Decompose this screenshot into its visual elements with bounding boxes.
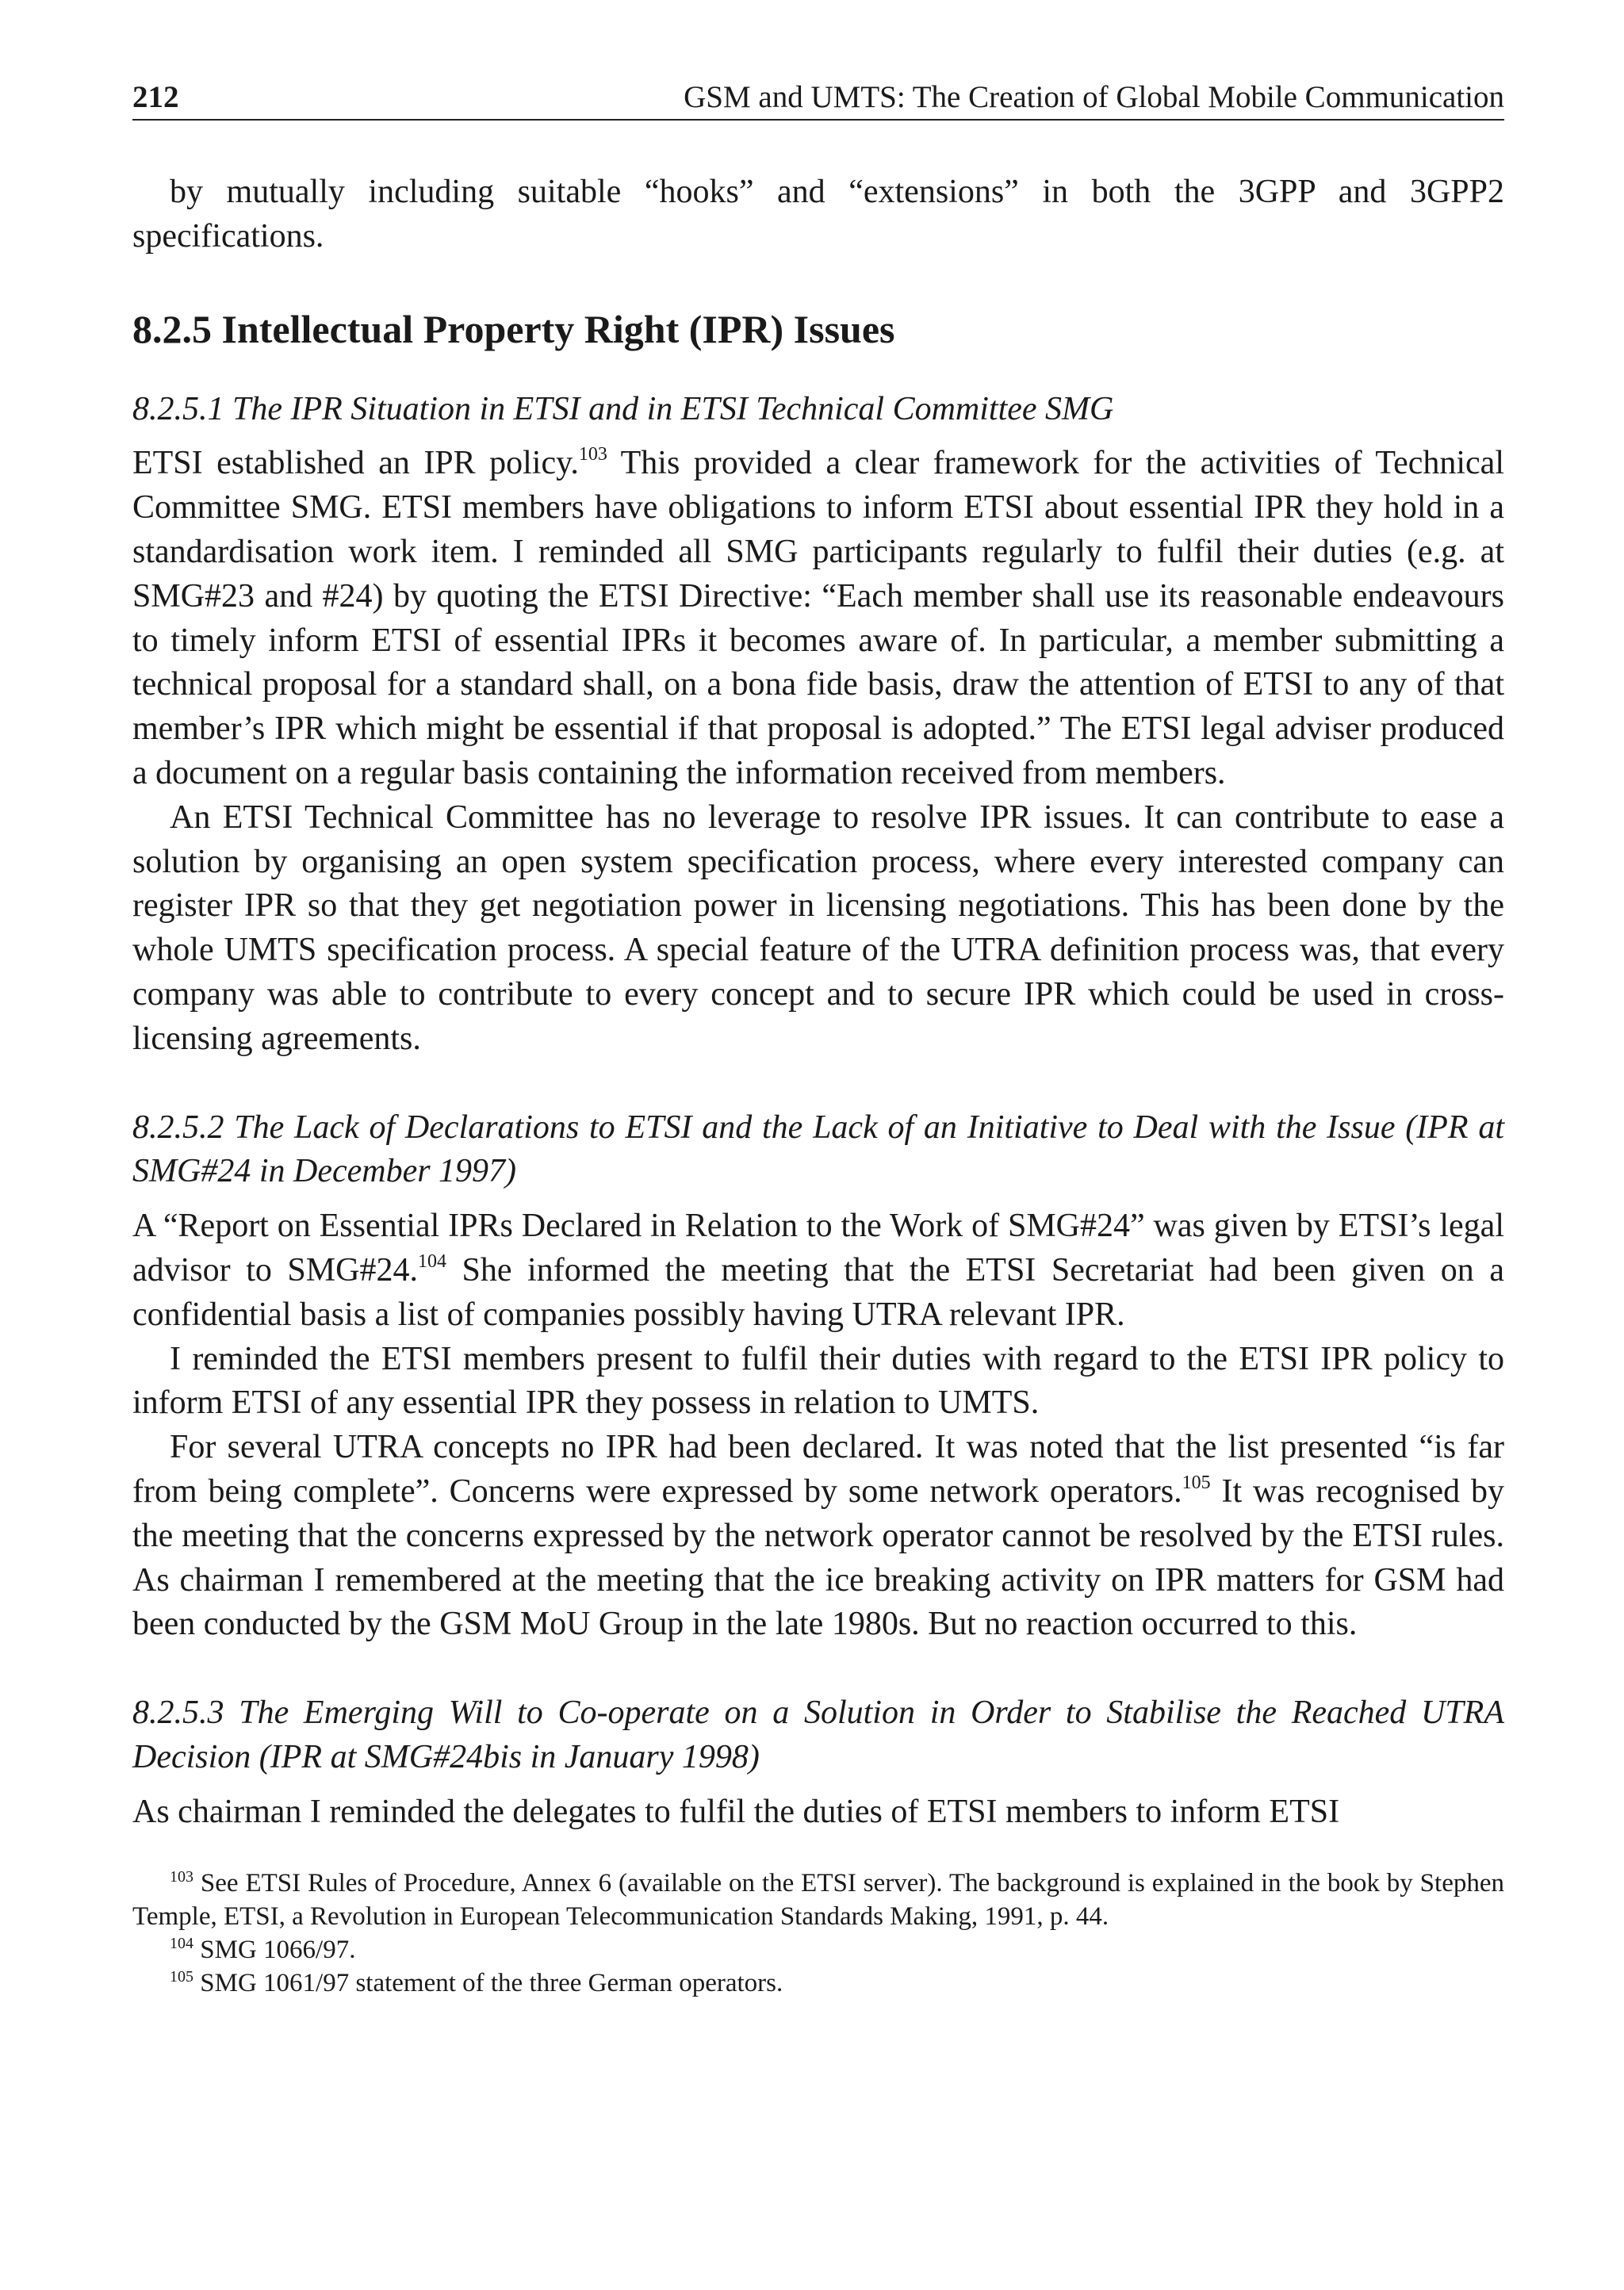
section-heading: 8.2.5 Intellectual Property Right (IPR) Issues bbox=[132, 306, 895, 351]
footnotes bbox=[132, 1867, 1504, 2000]
footnote: $^{104}$ SMG 1066/97. bbox=[170, 1934, 356, 1964]
subsection-heading-1: 8.2.5.1 The IPR Situation in ETSI and in ETSI Technical Committee SMG bbox=[132, 390, 1114, 427]
running-title: GSM and UMTS: The Creation of Global Mobile Communication bbox=[684, 80, 1504, 114]
footnote: $^{105}$ SMG 1061/97 statement of the three German operators. bbox=[170, 1967, 783, 1997]
paragraph: A “Report on Essential IPRs Declared in Relation to the Work of SMG#24” was given by ETSI’s legal advisor to SMG#24.$^{104}$ She informed the meeting that the ETSI Secretariat had been given on a confidential basis a list of companies possibly having UTRA relevant IPR. bbox=[132, 1208, 1504, 1333]
subsection-heading-2: 8.2.5.2 The Lack of Declarations to ETSI and the Lack of an Initiative to Deal with the Issue (IPR at SMG#24 in December 1997) bbox=[132, 1109, 1504, 1190]
footnote: $^{103}$ See ETSI Rules of Procedure, Annex 6 (available on the ETSI server). The background is explained in the book by Stephen Temple, ETSI, a Revolution in European Telecommunication Standards Making, 1991, p. 44. bbox=[132, 1867, 1504, 1931]
paragraph: I reminded the ETSI members present to fulfil their duties with regard to the ETSI IPR policy to inform ETSI of any essential IPR they possess in relation to UMTS. bbox=[132, 1340, 1504, 1422]
footnote-ref: 105 bbox=[1182, 1472, 1211, 1493]
footnote-ref: 104 bbox=[417, 1250, 446, 1272]
running-header bbox=[132, 78, 1504, 121]
paragraph: ETSI established an IPR policy.$^{103}$ This provided a clear framework for the activities of Technical Committee SMG. ETSI members have obligations to inform ETSI about essential IPR they hold in a standardisation work item. I reminded all SMG participants regularly to fulfil their duties (e.g. at SMG#23 and #24) by quoting the ETSI Directive: “Each member shall use its reasonable endeavours to timely inform ETSI of essential IPRs it becomes aware of. In particular, a member submitting a technical proposal for a standard shall, on a bona fide basis, draw the attention of ETSI to any of that member’s IPR which might be essential if that proposal is adopted.” The ETSI legal adviser produced a document on a regular basis containing the information received from members. bbox=[132, 444, 1504, 791]
paragraph: For several UTRA concepts no IPR had been declared. It was noted that the list presented “is far from being complete”. Concerns were expressed by some network operators.$^{105}$ It was recognised by the meeting that the concerns expressed by the network operator cannot be resolved by the ETSI rules. As chairman I remembered at the meeting that the ice breaking activity on IPR matters for GSM had been conducted by the GSM MoU Group in the late 1980s. But no reaction occurred to this. bbox=[132, 1429, 1504, 1643]
page-number: 212 bbox=[132, 80, 179, 114]
paragraph: An ETSI Technical Committee has no leverage to resolve IPR issues. It can contribute to ease a solution by organising an open system specification process, where every interested company can register IPR so that they get negotiation power in licensing negotiations. This has been done by the whole UMTS specification process. A special feature of the UTRA definition process was, that every company was able to contribute to every concept and to secure IPR which could be used in cross-licensing agreements. bbox=[132, 798, 1504, 1057]
subsection-heading-3: 8.2.5.3 The Emerging Will to Co-operate on a Solution in Order to Stabilise the Reached UTRA Decision (IPR at SMG#24bis in January 1998) bbox=[132, 1695, 1504, 1775]
book-page bbox=[132, 78, 1504, 2000]
footnote-ref: 103 bbox=[578, 444, 607, 465]
body-text bbox=[132, 170, 1504, 1835]
paragraph: As chairman I reminded the delegates to fulfil the duties of ETSI members to inform ETSI bbox=[132, 1793, 1340, 1830]
continuation-paragraph: by mutually including suitable “hooks” and “extensions” in both the 3GPP and 3GPP2 specifications. bbox=[132, 174, 1504, 255]
